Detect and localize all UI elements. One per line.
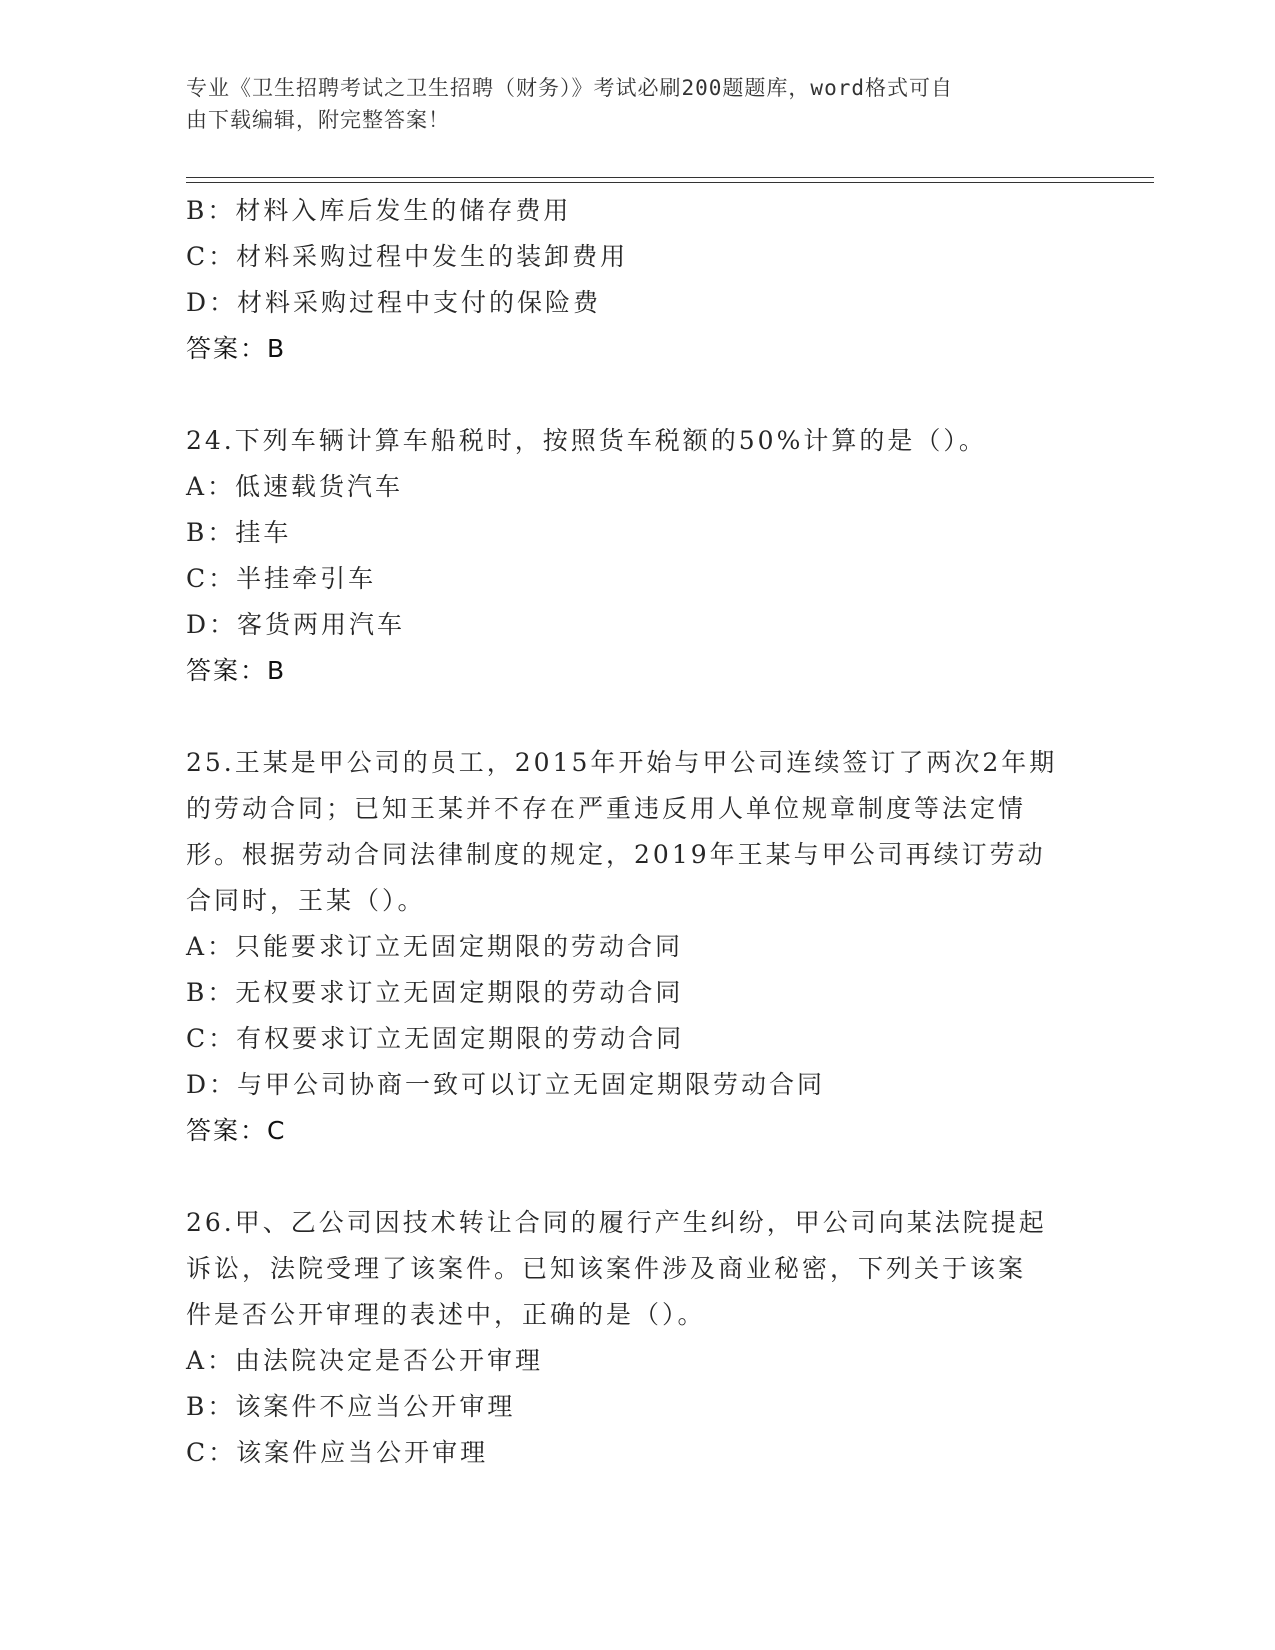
option-a: A：低速载货汽车 [186,472,404,501]
spacer [186,372,1086,418]
answer-line: 答案：B [186,656,287,685]
option-b: B：材料入库后发生的储存费用 [186,196,572,225]
spacer [186,694,1086,740]
question-text: 25.王某是甲公司的员工，2015年开始与甲公司连续签订了两次2年期 [186,748,1058,777]
option-a: A：由法院决定是否公开审理 [186,1346,544,1375]
header-divider [186,177,1154,183]
spacer [186,1154,1086,1200]
option-c: C：该案件应当公开审理 [186,1438,489,1467]
header-title-line-1: 专业《卫生招聘考试之卫生招聘（财务）》考试必刷200题题库，word格式可自 [186,76,953,100]
option-c: C：半挂牵引车 [186,564,377,593]
question-block-23 [186,188,1086,372]
question-text: 件是否公开审理的表述中，正确的是（）。 [186,1300,706,1329]
option-b: B：该案件不应当公开审理 [186,1392,516,1421]
option-a: A：只能要求订立无固定期限的劳动合同 [186,932,684,961]
option-d: D：客货两用汽车 [186,610,406,639]
option-d: D：材料采购过程中支付的保险费 [186,288,602,317]
answer-line: 答案：B [186,334,287,363]
question-block-24 [186,418,1086,694]
option-b: B：无权要求订立无固定期限的劳动合同 [186,978,684,1007]
option-c: C：材料采购过程中发生的装卸费用 [186,242,629,271]
question-text: 的劳动合同；已知王某并不存在严重违反用人单位规章制度等法定情 [186,794,1027,823]
question-text: 形。根据劳动合同法律制度的规定，2019年王某与甲公司再续订劳动 [186,840,1046,869]
question-block-26 [186,1200,1086,1476]
option-c: C：有权要求订立无固定期限的劳动合同 [186,1024,685,1053]
option-b: B：挂车 [186,518,292,547]
question-list [186,188,1086,1476]
option-d: D：与甲公司协商一致可以订立无固定期限劳动合同 [186,1070,826,1099]
question-text: 24.下列车辆计算车船税时，按照货车税额的50%计算的是（）。 [186,426,987,455]
question-text: 诉讼，法院受理了该案件。已知该案件涉及商业秘密，下列关于该案 [186,1254,1027,1283]
question-text: 26.甲、乙公司因技术转让合同的履行产生纠纷，甲公司向某法院提起 [186,1208,1047,1237]
page-header [186,72,1066,136]
question-block-25 [186,740,1086,1154]
header-title-line-2: 由下载编辑，附完整答案！ [186,108,450,132]
answer-line: 答案：C [186,1116,287,1145]
question-text: 合同时，王某（）。 [186,886,426,915]
